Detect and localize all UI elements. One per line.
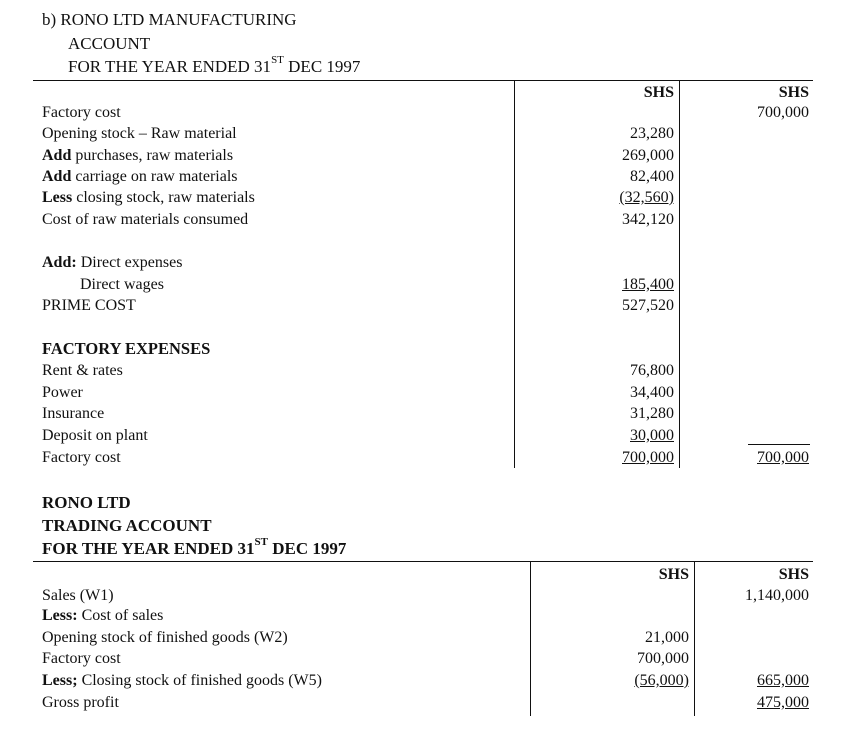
section-divider <box>33 561 813 562</box>
row-value-total: 1,140,000 <box>745 587 809 604</box>
title-superscript: ST <box>254 536 268 548</box>
row-label-prefix: Add <box>42 147 72 164</box>
col2-header: SHS <box>778 566 809 583</box>
row-label <box>42 672 322 690</box>
row-value-total: 665,000 <box>757 672 809 689</box>
row-label: Sales (W1) <box>42 587 114 604</box>
column-divider-left <box>514 80 515 468</box>
row-label-rest: Cost of sales <box>77 607 164 624</box>
section-heading: FACTORY EXPENSES <box>42 339 211 358</box>
row-value: 34,400 <box>630 384 674 401</box>
row-label: Factory cost <box>42 449 121 466</box>
row-label: Factory cost <box>42 104 121 121</box>
row-label-rest: closing stock, raw materials <box>72 189 255 206</box>
total-rule <box>748 444 810 445</box>
trading-title-line2: TRADING ACCOUNT <box>42 516 212 535</box>
row-value: (32,560) <box>619 189 674 206</box>
row-value: 30,000 <box>630 427 674 444</box>
title-text: FOR THE YEAR ENDED 31 <box>42 539 255 558</box>
row-label: Insurance <box>42 405 105 422</box>
row-value: 23,280 <box>630 125 674 142</box>
row-label: Gross profit <box>42 694 119 711</box>
row-label: Opening stock – Raw material <box>42 125 237 142</box>
row-label: Direct wages <box>80 276 164 293</box>
row-label: Opening stock of finished goods (W2) <box>42 629 288 646</box>
row-label <box>42 168 238 186</box>
row-label: Power <box>42 384 83 401</box>
row-label: Factory cost <box>42 650 121 667</box>
row-label-prefix: Less; <box>42 672 78 689</box>
column-divider-left <box>530 561 531 716</box>
row-value-total: 700,000 <box>757 104 809 121</box>
row-label-prefix: Add <box>42 168 72 185</box>
row-value: 31,280 <box>630 405 674 422</box>
title-text-end: DEC 1997 <box>268 539 347 558</box>
row-value: 269,000 <box>622 147 674 164</box>
row-label-prefix: Add: <box>42 254 77 271</box>
row-value: 185,400 <box>622 276 674 293</box>
row-value: (56,000) <box>634 672 689 689</box>
row-label <box>42 147 233 165</box>
section-divider <box>33 80 813 81</box>
manufacturing-title-line2: ACCOUNT <box>68 34 151 53</box>
title-superscript: ST <box>271 54 284 66</box>
row-value: 342,120 <box>622 211 674 228</box>
row-value-total: 475,000 <box>757 694 809 711</box>
trading-title-line1: RONO LTD <box>42 493 131 512</box>
row-label-prefix: Less: <box>42 607 78 624</box>
title-text-end: DEC 1997 <box>283 57 361 76</box>
col2-header: SHS <box>778 84 809 101</box>
row-value: 21,000 <box>645 629 689 646</box>
col1-header: SHS <box>658 566 689 583</box>
row-label: Rent & rates <box>42 362 123 379</box>
title-text: FOR THE YEAR ENDED 31 <box>68 57 272 76</box>
row-value: 700,000 <box>622 449 674 466</box>
row-label-prefix: Less <box>42 189 73 206</box>
col1-header: SHS <box>643 84 674 101</box>
row-label-rest: carriage on raw materials <box>71 168 238 185</box>
manufacturing-title-line3 <box>68 54 361 77</box>
row-value: 527,520 <box>622 297 674 314</box>
row-label <box>42 254 182 272</box>
row-value: 76,800 <box>630 362 674 379</box>
row-label: Cost of raw materials consumed <box>42 211 249 228</box>
row-label-rest: Closing stock of finished goods (W5) <box>77 672 322 689</box>
row-value: 82,400 <box>630 168 674 185</box>
row-label <box>42 189 255 207</box>
row-value: 700,000 <box>637 650 689 667</box>
row-label-rest: purchases, raw materials <box>71 147 234 164</box>
manufacturing-title-line1: b) RONO LTD MANUFACTURING <box>42 10 297 29</box>
row-value-total: 700,000 <box>757 449 809 466</box>
column-divider-right <box>694 561 695 716</box>
row-label: PRIME COST <box>42 297 136 314</box>
row-label: Deposit on plant <box>42 427 148 444</box>
row-label <box>42 607 163 625</box>
column-divider-right <box>679 80 680 468</box>
row-label-rest: Direct expenses <box>76 254 183 271</box>
trading-title-line3 <box>42 536 347 559</box>
